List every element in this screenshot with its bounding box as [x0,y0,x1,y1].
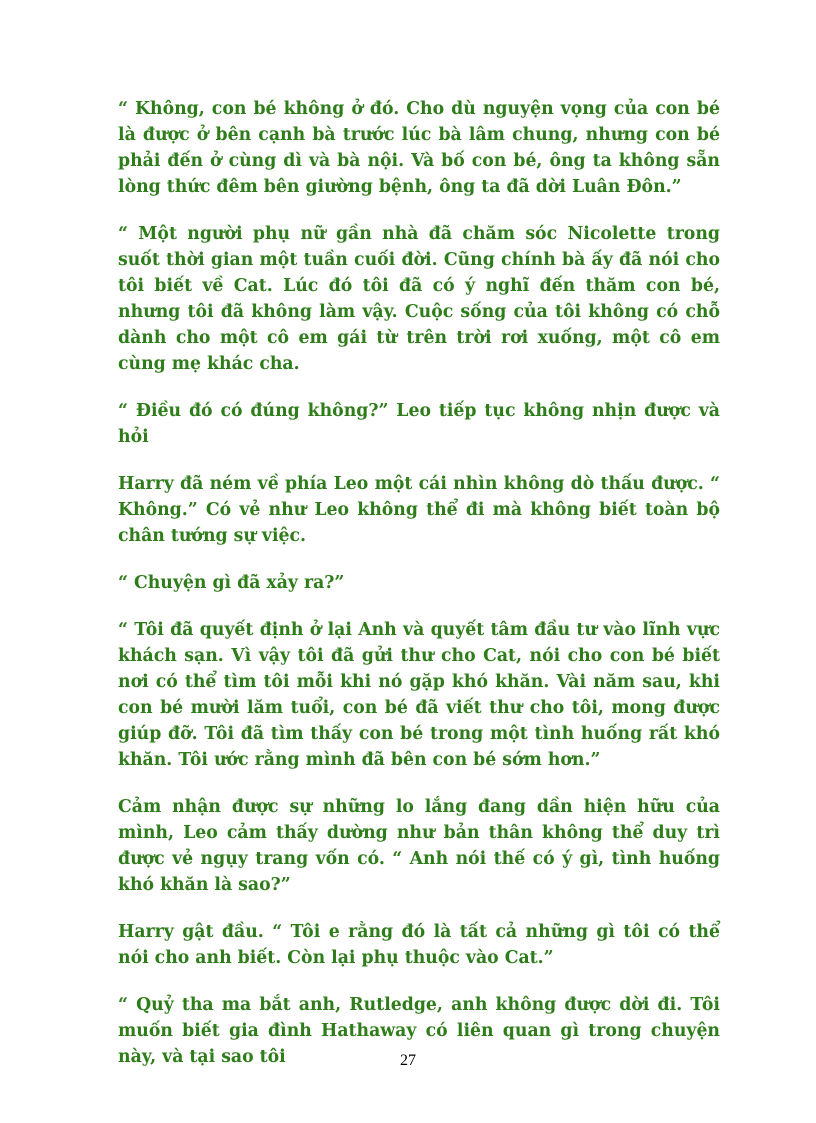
paragraph: “ Một người phụ nữ gần nhà đã chăm sóc Nicolette trong suốt thời gian một tuần cuối đời. Cũng chính bà ấy đã nói cho tôi biết về Cat. Lúc đó tôi đã có ý nghĩ đến thăm con bé, nhưng tôi đã không làm vậy. Cuộc sống của tôi không có chỗ dành cho một cô em gái từ trên trời rơi xuống, một cô em cùng mẹ khác cha. [118,224,720,374]
paragraph: “ Điều đó có đúng không?” Leo tiếp tục không nhịn được và hỏi [118,401,720,447]
paragraph: “ Quỷ tha ma bắt anh, Rutledge, anh không được dời đi. Tôi muốn biết gia đình Hathaway có liên quan gì trong chuyện này, và tại sao tôi [118,995,720,1067]
paragraph: Cảm nhận được sự những lo lắng đang dần hiện hữu của mình, Leo cảm thấy dường như bản thân không thể duy trì được vẻ ngụy trang vốn có. “ Anh nói thế có ý gì, tình huống khó khăn là sao?” [118,797,720,895]
page-body [118,96,720,1091]
paragraph: Harry đã ném về phía Leo một cái nhìn không dò thấu được. “ Không.” Có vẻ như Leo không thể đi mà không biết toàn bộ chân tướng sự việc. [118,474,720,546]
paragraph: “ Chuyện gì đã xảy ra?” [118,573,345,593]
paragraph: “ Tôi đã quyết định ở lại Anh và quyết tâm đầu tư vào lĩnh vực khách sạn. Vì vậy tôi đã gửi thư cho Cat, nói cho con bé biết nơi có thể tìm tôi mỗi khi nó gặp khó khăn. Vài năm sau, khi con bé mười lăm tuổi, con bé đã viết thư cho tôi, mong được giúp đỡ. Tôi đã tìm thấy con bé trong một tình huống rất khó khăn. Tôi ước rằng mình đã bên con bé sớm hơn.” [118,620,720,770]
paragraph: “ Không, con bé không ở đó. Cho dù nguyện vọng của con bé là được ở bên cạnh bà trước lúc bà lâm chung, nhưng con bé phải đến ở cùng dì và bà nội. Và bố con bé, ông ta không sẵn lòng thức đêm bên giường bệnh, ông ta đã dời Luân Đôn.” [118,99,720,197]
paragraph: Harry gật đầu. “ Tôi e rằng đó là tất cả những gì tôi có thể nói cho anh biết. Còn lại phụ thuộc vào Cat.” [118,922,720,968]
page-number: 27 [400,1052,416,1069]
